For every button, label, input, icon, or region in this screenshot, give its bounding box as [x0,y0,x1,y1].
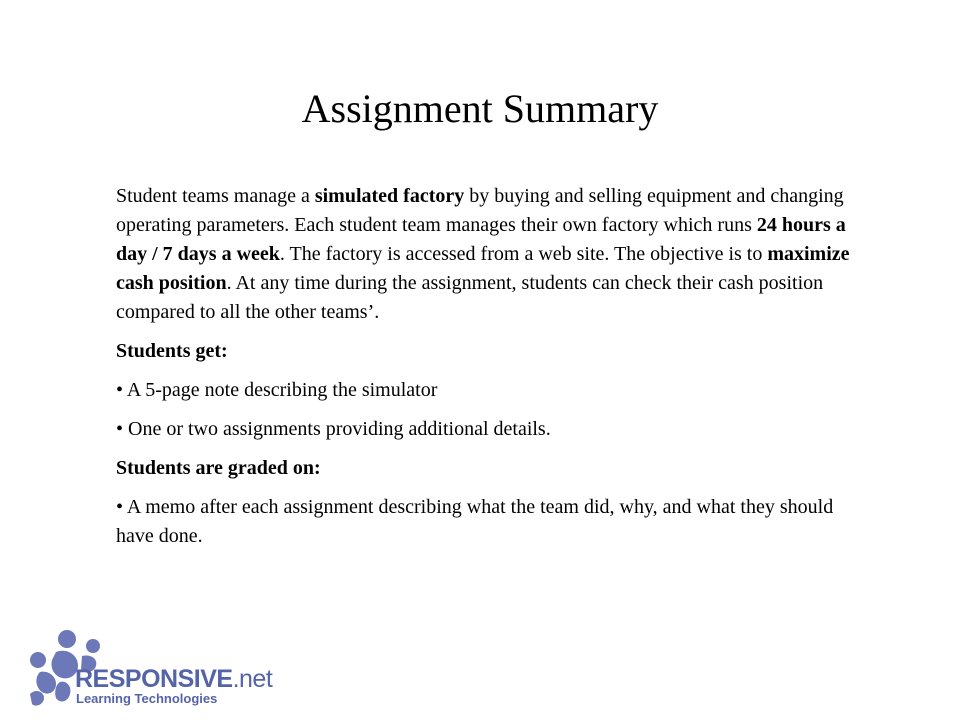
graded-on-heading: Students are graded on: [116,457,321,479]
bullet-item: • A 5-page note describing the simulator [116,379,438,401]
summary-emphasis: 24 hours a day / 7 days a week [116,214,846,265]
summary-paragraph [116,182,856,327]
slide-body [116,182,856,551]
summary-text: . The factory is accessed from a web site. The objective is to [279,243,768,265]
summary-text: . At any time during the assignment, students can check their cash position compared to all the other teams’. [116,272,824,323]
slide-title: Assignment Summary [301,86,659,131]
summary-emphasis: maximize cash position [116,243,850,294]
summary-emphasis: simulated factory [314,185,465,207]
bullet-item: • A memo after each assignment describing what the team did, why, and what they should have done. [116,496,834,547]
summary-text: by buying and selling equipment and changing operating parameters. Each student team manages their own factory which runs [116,185,844,236]
bullet-item: • One or two assignments providing additional details. [116,418,551,440]
students-get-heading: Students get: [116,340,228,362]
logo-tagline: Learning Technologies [76,691,218,706]
logo-wordmark: RESPONSIVE.net [75,665,273,693]
summary-text: Student teams manage a [116,185,315,207]
